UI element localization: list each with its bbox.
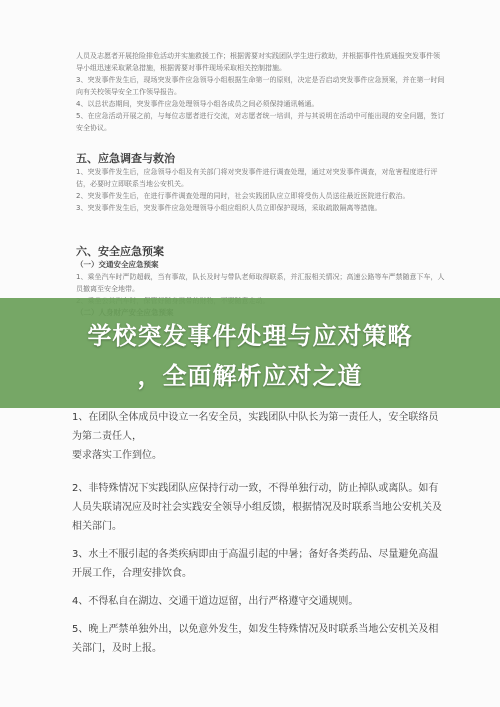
section-emergency-investigation <box>0 152 500 214</box>
subsection-heading: （一）交通安全应急预案 <box>76 260 159 269</box>
paragraph: 5、在应急活动开展之前，与每位志愿者进行交流，对志愿者统一培训，并与其说明在活动中可能出现的安全问题，签订安全协议。 <box>76 112 445 132</box>
paragraph: 1、突发事件发生后，应急领导小组及有关部门将对突发事件进行调查处理，通过对突发事件调查，对危害程度进行评估，必要时立即联系当地公安机关。 <box>76 168 438 188</box>
list-item: 4、不得私自在湖边、交通干道边逗留，出行严格遵守交通规则。 <box>72 596 359 607</box>
paragraph: 4、以总状态期间，突发事件应急处理领导小组各成员之间必须保持通讯畅通。 <box>76 100 319 108</box>
list-item: 2、非特殊情况下实践团队应保持行动一致，不得单独行动，防止掉队或离队。如有人员失联请况应及时社会实践安全领导小组反馈，根据情况及时联系当地公安机关及相关部门。 <box>72 483 442 532</box>
list-item: 5、晚上严禁单独外出，以免意外发生，如发生特殊情况及时联系当地公安机关及相关部门，及时上报。 <box>72 624 439 654</box>
title-banner <box>0 298 500 408</box>
list-item: 3、水土不服引起的各类疾病即由于高温引起的中暑；备好各类药品、尽量避免高温开展工作，合理安排饮食。 <box>72 549 439 579</box>
paragraph: 人员及志愿者开展抢险排危活动并实施救援工作；根据需要对实践团队学生进行救助，并根据事件性质通报突发事件领导小组迅速采取紧急措施，根据需要对事件现场采取相关控制措施。 <box>76 52 440 72</box>
banner-title-line-1: 学校突发事件处理与应对策略 <box>87 322 413 350</box>
section-heading: 五、应急调查与救治 <box>76 152 175 165</box>
paragraph: 1、乘坐汽车时严防超载，当有事故，队长及时与带队老师取得联系，并汇报相关情况；高速公路等车严禁随意下车，人员撤离至安全地带。 <box>76 273 445 293</box>
paragraph: 3、突发事件发生后，现场突发事件应急领导小组根据生命第一的原则，决定是否启动突发事件应急预案，并在第一时间向有关校领导安全工作领导报告。 <box>76 76 445 96</box>
top-paragraphs <box>0 50 500 134</box>
paragraph: 3、突发事件发生后，突发事件应急处理领导小组应组织人员立即保护现场，采取疏散隔离等措施。 <box>76 204 382 212</box>
list-item-continuation: 要求落实工作到位。 <box>72 450 162 461</box>
personal-safety-list <box>0 408 500 667</box>
paragraph: 2、突发事件发生后，在进行事件调查处理的同时，社会实践团队应立即将受伤人员送往最近医院进行救治。 <box>76 192 410 200</box>
section-heading: 六、安全应急预案 <box>76 245 164 258</box>
list-item: 1、在团队全体成员中设立一名安全员，实践团队中队长为第一责任人，安全联络员为第二责任人， <box>72 412 439 442</box>
banner-title-line-2: ，全面解析应对之道 <box>137 362 363 390</box>
